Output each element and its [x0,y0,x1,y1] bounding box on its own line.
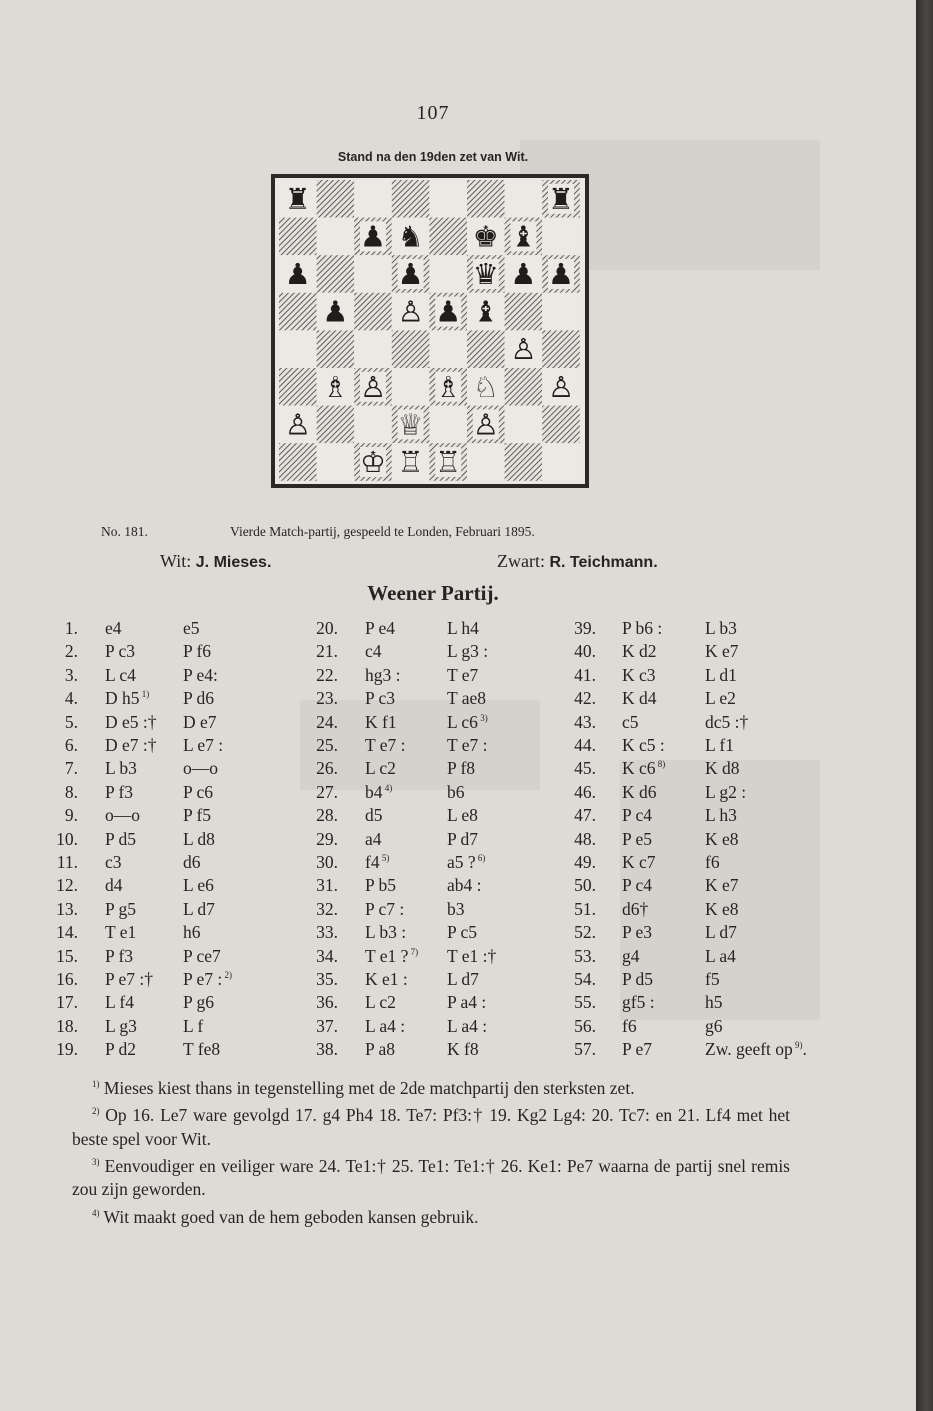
black-move: d6 [183,852,201,872]
move-number: 18. [56,1015,78,1036]
footnote: $^{1)}$ Mieses kiest thans in tegenstelling met de 2de matchpartij den sterksten zet. [92,1077,635,1098]
black-pawn-icon: ♟ [548,257,574,291]
white-move: P c4 [622,805,652,826]
move-number: 4. [64,688,78,709]
dark-square [542,406,580,444]
white-bishop-icon: ♗ [322,369,349,404]
dark-square [279,218,317,256]
move-number: 21. [316,641,338,662]
white-move: d6† [622,898,649,919]
black-label: Zwart: [497,551,545,571]
white-pawn-icon: ♙ [472,407,499,442]
black-move: K e8 [705,828,739,849]
dark-square [317,255,355,293]
dark-square [279,443,317,481]
black-move: L d7 [447,969,479,989]
black-move: T ae8 [447,688,487,709]
footnote-number: 2) [92,1106,100,1117]
white-move: L b3 [105,758,137,779]
dark-square [467,330,505,368]
dark-square [392,330,430,368]
white-move: o—o [105,805,140,826]
black-rook-icon: ♜ [548,181,574,216]
white-move: D e5 :† [105,711,157,732]
white-move: e4 [105,618,122,638]
footnote-marker: 6) [475,853,486,864]
move-number: 20. [316,618,338,638]
white-move: L c2 [365,992,396,1013]
move-number: 51. [574,898,596,919]
black-player [497,551,658,572]
move-number: 19. [56,1039,78,1060]
black-move: L e2 [705,688,736,709]
move-number: 50. [574,875,596,896]
white-label: Wit: [160,551,192,571]
white-move: P e5 [622,828,652,849]
footnote-marker: 9) [792,1040,803,1051]
footnote-marker: 3) [477,712,488,723]
move-number: 10. [56,828,78,849]
light-square [505,180,543,218]
light-square [354,255,392,293]
white-move: K d2 [622,641,657,662]
move-number: 53. [574,945,596,966]
light-square [317,218,355,256]
black-pawn-icon: ♟ [435,294,462,329]
page-number: 107 [416,102,450,124]
white-move: K f1 [365,711,397,732]
move-number: 44. [574,735,596,755]
dark-square [392,180,430,218]
black-move: P d6 [183,688,214,709]
black-move: L d8 [183,828,215,849]
light-square [429,406,467,444]
white-pawn-icon: ♙ [284,407,311,442]
white-move: P d5 [622,969,653,989]
black-pawn-icon: ♟ [322,294,349,329]
move-number: 6. [64,735,78,755]
move-number: 17. [56,992,78,1013]
black-move: b6 [447,781,465,802]
white-move: P a8 [365,1039,395,1060]
book-edge [916,0,933,1411]
white-move: P b5 [365,875,396,896]
white-bishop-icon: ♗ [435,369,462,404]
dark-square [505,443,543,481]
move-number: 55. [574,992,596,1013]
black-queen-icon: ♛ [472,257,499,291]
white-move: K d6 [622,781,657,802]
black-move: P ce7 [183,945,221,966]
move-number: 3. [64,664,78,685]
white-move: P e7 :† [105,969,153,989]
white-move: c3 [105,852,122,872]
black-move: L d7 [705,922,737,943]
black-move: L g3 : [447,641,489,662]
white-player [160,551,271,572]
white-move: L b3 : [365,922,407,943]
move-number: 5. [64,711,78,732]
black-pawn-icon: ♟ [510,257,537,291]
light-square [354,180,392,218]
black-knight-icon: ♞ [397,219,424,254]
black-move: f6 [705,852,720,872]
move-number: 29. [316,828,338,849]
light-square [429,180,467,218]
footnote-marker: 7) [408,946,419,957]
footnote-marker: 8) [655,759,666,770]
light-square [505,406,543,444]
move-number: 9. [64,805,78,826]
white-move: d5 [365,805,383,826]
white-move: L g3 [105,1015,137,1036]
black-move: b3 [447,898,465,919]
light-square [467,443,505,481]
dark-square [505,368,543,406]
white-move: a4 [365,828,382,849]
dark-square [354,293,392,331]
footnotes [72,1073,790,1229]
dark-square [505,293,543,331]
move-number: 45. [574,758,596,779]
game-number: No. 181. [101,524,148,539]
white-move: hg3 : [365,664,401,685]
white-move: P e7 [622,1039,652,1060]
black-move: e5 [183,618,200,638]
diagram-caption: Stand na den 19den zet van Wit. [337,150,529,164]
move-number: 43. [574,711,596,732]
footnote-marker: 5) [379,853,390,864]
opening-name: Weener Partij. [367,581,499,605]
black-move: D e7 [183,711,217,732]
black-move: dc5 :† [705,711,749,732]
black-move: K e8 [705,898,739,919]
move-number: 47. [574,805,596,826]
black-move: ab4 : [447,875,482,896]
light-square [542,218,580,256]
move-number: 35. [316,969,338,989]
white-move: gf5 : [622,992,655,1013]
dark-square [317,330,355,368]
light-square [392,368,430,406]
dark-square [279,293,317,331]
white-move: P c3 [105,641,135,662]
move-number: 23. [316,688,338,709]
white-move: P c3 [365,688,395,709]
move-number: 12. [56,875,78,896]
move-number: 37. [316,1015,338,1036]
black-rook-icon: ♜ [284,181,311,216]
white-move: P d5 [105,828,136,849]
black-move: P g6 [183,992,214,1013]
black-move: P f8 [447,758,476,779]
black-move: L f [183,1015,204,1036]
white-move: L c2 [365,758,396,779]
black-name: R. Teichmann. [549,554,658,571]
white-king-icon: ♔ [360,445,386,479]
white-move: L c4 [105,664,136,685]
white-move: P d2 [105,1039,136,1060]
black-move: K d8 [705,758,740,779]
white-move: K e1 : [365,969,408,989]
white-pawn-icon: ♙ [548,369,574,404]
white-rook-icon: ♖ [435,445,462,479]
black-move: L c6 $^{3)}$ [447,711,488,732]
move-number: 39. [574,618,596,638]
black-move: L g2 : [705,781,747,802]
white-knight-icon: ♘ [472,369,499,404]
move-number: 8. [64,781,78,802]
move-number: 28. [316,805,338,826]
black-move: Zw. geeft op $^{9)}$. [705,1039,807,1060]
white-rook-icon: ♖ [397,445,424,479]
move-number: 15. [56,945,78,966]
chess-board [271,174,589,488]
move-number: 49. [574,852,596,872]
black-pawn-icon: ♟ [360,219,386,254]
black-move: L h3 [705,805,737,826]
footnote: $^{2)}$ Op 16. Le7 ware gevolgd 17. g4 Ph4 18. Te7: Pf3:† 19. Kg2 Lg4: 20. Tc7: en 21. Lf4 met het beste spel voor Wit. [72,1105,790,1149]
black-move: L e6 [183,875,214,896]
white-move: P c4 [622,875,652,896]
black-move: P e4: [183,664,218,685]
black-move: L e8 [447,805,478,826]
black-move: h6 [183,922,201,943]
black-move: L d7 [183,898,215,919]
move-number: 41. [574,664,596,685]
black-pawn-icon: ♟ [397,257,424,291]
white-move: K c7 [622,852,656,872]
move-number: 24. [316,711,338,732]
light-square [429,330,467,368]
white-move: b4 $^{4)}$ [365,781,393,802]
light-square [354,406,392,444]
white-pawn-icon: ♙ [397,294,424,329]
footnote-number: 1) [92,1079,100,1089]
move-number: 25. [316,735,338,755]
black-move: o—o [183,758,218,779]
move-number: 13. [56,898,78,919]
white-move: P f3 [105,781,134,802]
black-move: a5 ? $^{6)}$ [447,852,486,872]
move-number: 57. [574,1039,596,1060]
move-number: 30. [316,852,338,872]
footnote-marker: 1) [139,689,150,700]
light-square [542,293,580,331]
move-number: 38. [316,1039,338,1060]
game-heading: Vierde Match-partij, gespeeld te Londen, Februari 1895. [230,524,535,539]
black-pawn-icon: ♟ [284,257,311,291]
white-move: L a4 : [365,1015,406,1036]
white-move: T e1 [105,922,137,943]
white-move: P c7 : [365,898,405,919]
black-king-icon: ♚ [472,219,499,254]
white-move: g4 [622,945,640,966]
footnote-marker: 2) [222,970,232,981]
chess-diagram [271,174,589,488]
black-move: L a4 : [447,1015,488,1036]
move-number: 48. [574,828,596,849]
footnote: $^{4)}$ Wit maakt goed van de hem geboden kansen gebruik. [92,1206,479,1227]
black-move: T fe8 [183,1039,221,1060]
move-number: 14. [56,922,78,943]
black-move: P f6 [183,641,212,662]
white-move: T e7 : [365,735,406,755]
white-move: K c3 [622,664,656,685]
move-number: 1. [64,618,78,638]
move-number: 33. [316,922,338,943]
light-square [542,443,580,481]
black-move: K e7 [705,875,739,896]
white-move: P b6 : [622,618,663,638]
move-number: 36. [316,992,338,1013]
white-move: D h5 $^{1)}$ [105,688,150,709]
white-move: K d4 [622,688,657,709]
move-number: 26. [316,758,338,779]
white-move: f6 [622,1015,637,1036]
black-move: g6 [705,1015,723,1036]
black-bishop-icon: ♝ [472,294,499,329]
white-move: P f3 [105,945,134,966]
white-move: D e7 :† [105,735,157,755]
black-move: T e7 : [447,735,488,755]
black-move: P d7 [447,828,478,849]
footnote-marker: 4) [382,782,393,793]
white-move: f4 $^{5)}$ [365,852,390,872]
move-number: 11. [56,852,78,872]
black-move: P e7 : $^{2)}$ [183,969,232,989]
white-move: P e4 [365,618,395,638]
move-number: 32. [316,898,338,919]
white-move: d4 [105,875,123,896]
dark-square [542,330,580,368]
black-move: K e7 [705,641,739,662]
move-number: 7. [64,758,78,779]
black-move: K f8 [447,1039,479,1060]
white-pawn-icon: ♙ [360,369,386,404]
footnote-number: 3) [92,1157,100,1168]
white-move: c4 [365,641,382,662]
white-pawn-icon: ♙ [510,332,537,367]
dark-square [429,218,467,256]
black-move: L f1 [705,735,734,755]
move-number: 22. [316,664,338,685]
black-move: T e7 [447,664,479,685]
light-square [279,330,317,368]
black-move: P c5 [447,922,477,943]
black-move: P a4 : [447,992,487,1013]
light-square [317,443,355,481]
dark-square [317,180,355,218]
black-move: L b3 [705,618,737,638]
black-move: L e7 : [183,735,224,755]
black-move: L d1 [705,664,737,685]
black-bishop-icon: ♝ [510,219,537,254]
move-number: 54. [574,969,596,989]
white-move: T e1 ? $^{7)}$ [365,945,419,966]
move-number: 16. [56,969,78,989]
move-number: 2. [64,641,78,662]
move-number: 52. [574,922,596,943]
white-move: P g5 [105,898,136,919]
black-move: L a4 [705,945,736,966]
light-square [354,330,392,368]
move-number: 31. [316,875,338,896]
white-move: P e3 [622,922,652,943]
white-move: K c6 $^{8)}$ [622,758,666,779]
white-queen-icon: ♕ [397,407,424,442]
black-move: P c6 [183,781,213,802]
white-move: c5 [622,711,639,732]
black-move: h5 [705,992,723,1013]
black-move: f5 [705,969,720,989]
move-number: 34. [316,945,338,966]
footnote-number: 4) [92,1207,100,1218]
dark-square [317,406,355,444]
move-number: 40. [574,641,596,662]
light-square [429,255,467,293]
dark-square [279,368,317,406]
white-move: K c5 : [622,735,665,755]
move-number: 27. [316,781,338,802]
black-move: L h4 [447,618,479,638]
move-number: 42. [574,688,596,709]
white-name: J. Mieses. [195,554,272,571]
move-number: 46. [574,781,596,802]
footnote: $^{3)}$ Eenvoudiger en veiliger ware 24. Te1:† 25. Te1: Te1:† 26. Ke1: Pe7 waarna de partij snel remis zou zijn geworden. [72,1155,790,1200]
black-move: P f5 [183,805,212,826]
move-number: 56. [574,1015,596,1036]
white-move: L f4 [105,992,134,1013]
black-move: T e1 :† [447,945,497,966]
dark-square [467,180,505,218]
